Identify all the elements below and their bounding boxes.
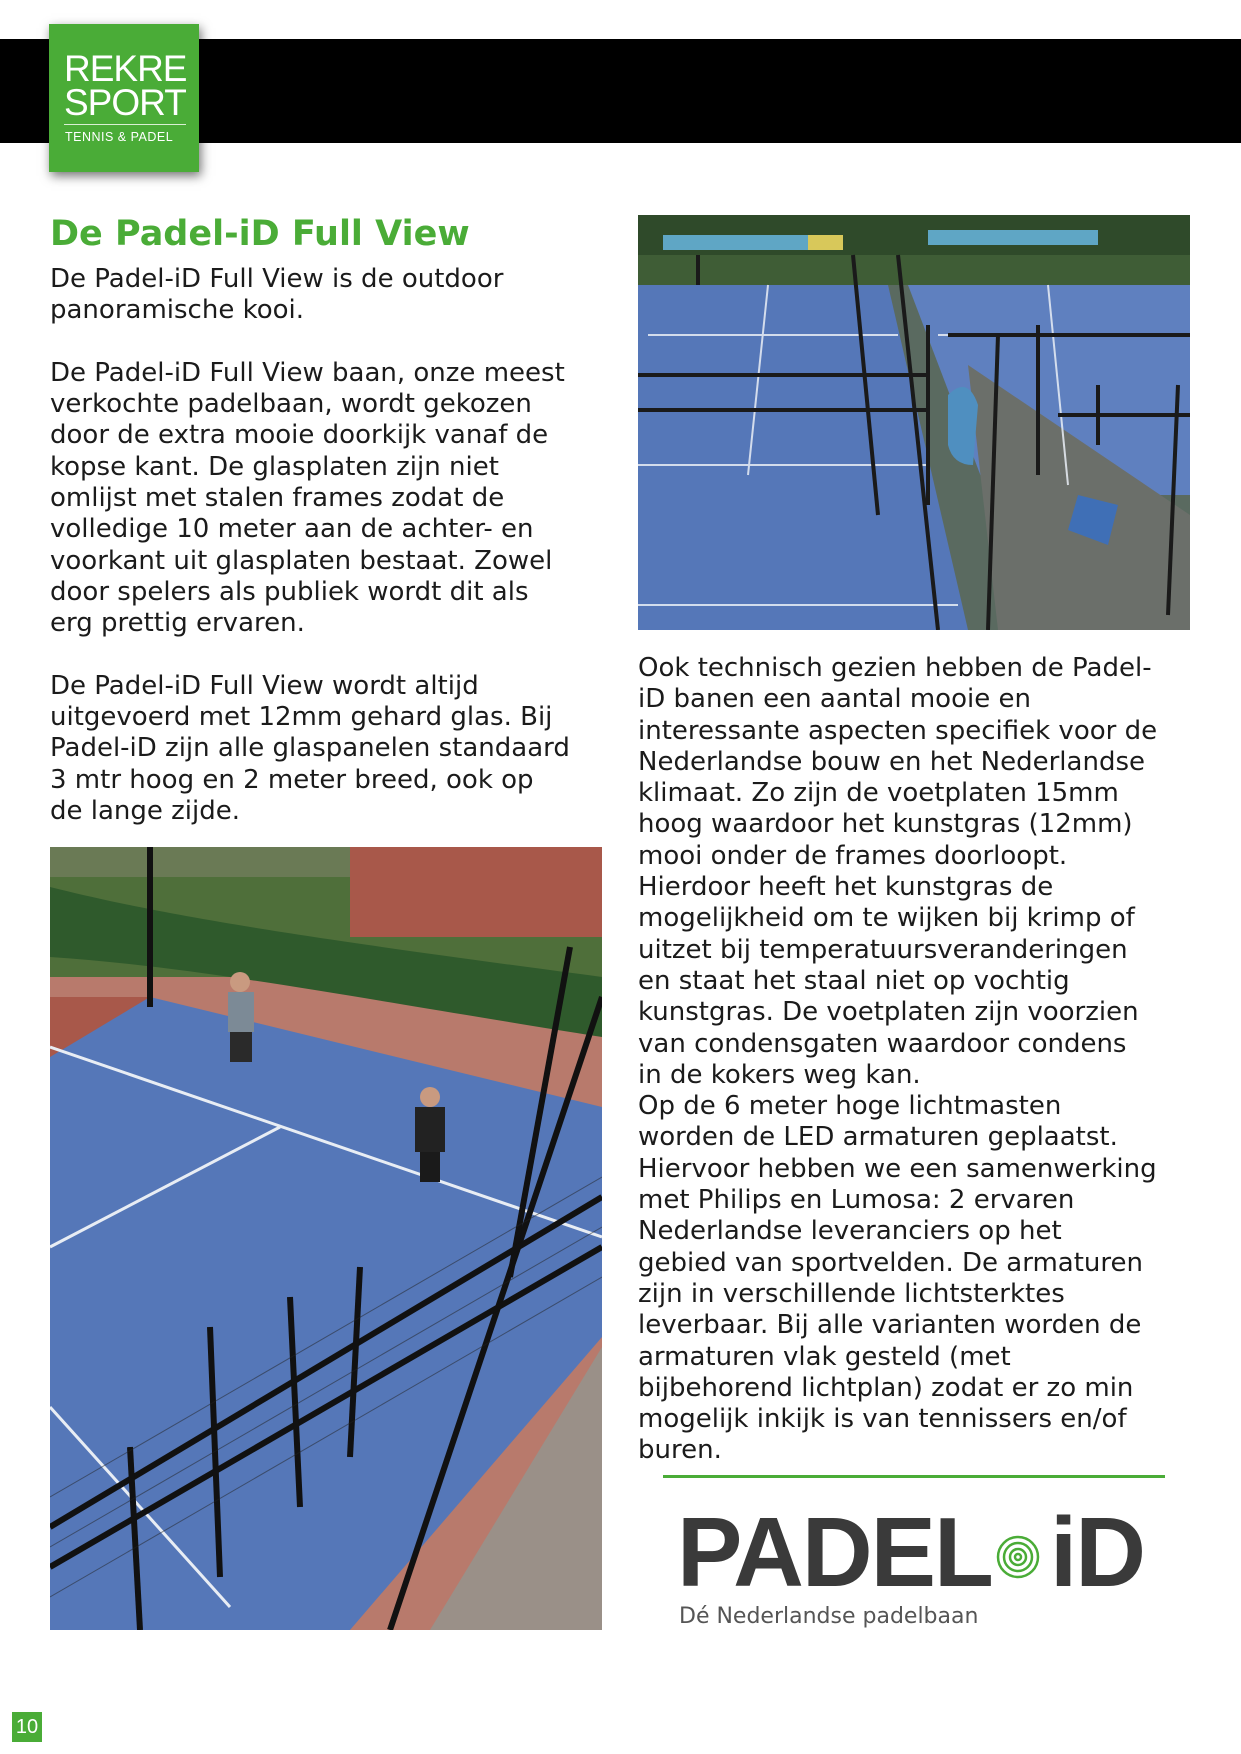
logo-line-2: SPORT xyxy=(64,82,186,123)
logo-line-1: REKRE xyxy=(64,48,187,89)
paragraph: Op de 6 meter hoge lichtmasten worden de LED armaturen geplaatst. Hiervoor hebben we een samenwerking met Philips en Lumosa: 2 ervaren Nederlandse leveranciers op het gebied van sportvelden. De armaturen zijn in verschillende lichtsterktes leverbaar. Bij alle varianten worden de armaturen vlak gesteld (met bijbehorend lichtplan) zodat er zo min mogelijk inkijk is van tennissers en/of buren. xyxy=(638,1091,1157,1466)
right-column-text xyxy=(638,653,1158,1467)
paragraph: Ook technisch gezien hebben de Padel-iD banen een aantal mooie en interessante aspecten specifiek voor de Nederlandse bouw en het Nederlandse klimaat. Zo zijn de voetplaten 15mm hoog waardoor het kunstgras (12mm) mooi onder de frames doorloopt. Hierdoor heeft het kunstgras de mogelijkheid om te wijken bij krimp of uitzet bij temperatuursveranderingen en staat het staal niet op vochtig kunstgras. De voetplaten zijn voorzien van condensgaten waardoor condens in de kokers weg kan. xyxy=(638,653,1158,1090)
padel-courts-aerial-photo xyxy=(638,215,1190,630)
paragraph: De Padel-iD Full View baan, onze meest verkochte padelbaan, wordt gekozen door de extra mooie doorkijk vanaf de kopse kant. De glasplaten zijn niet omlijst met stalen frames zodat de volledige 10 meter aan de achter- en voorkant uit glasplaten bestaat. Zowel door spelers als publiek wordt dit als erg prettig ervaren. xyxy=(50,357,565,639)
divider-line xyxy=(663,1475,1165,1478)
logo-subtitle: TENNIS & PADEL xyxy=(65,130,174,144)
players-on-court-photo xyxy=(50,847,602,1630)
paragraph: De Padel-iD Full View wordt altijd uitgevoerd met 12mm gehard glas. Bij Padel-iD zijn alle glaspanelen standaard 3 mtr hoog en 2 meter breed, ook op de lange zijde. xyxy=(50,670,570,827)
padel-logo-word: PADEL xyxy=(677,1497,992,1607)
page-title: De Padel-iD Full View xyxy=(50,214,470,254)
logo-divider xyxy=(64,124,186,125)
fingerprint-icon xyxy=(995,1534,1041,1580)
page-number: 10 xyxy=(12,1712,42,1742)
rekre-sport-logo xyxy=(49,24,199,172)
padel-id-logo xyxy=(677,1497,1157,1640)
left-column-text xyxy=(50,264,570,827)
paragraph: De Padel-iD Full View is de outdoor panoramische kooi. xyxy=(50,264,504,326)
padel-logo-tagline: Dé Nederlandse padelbaan xyxy=(679,1604,979,1629)
padel-logo-id: iD xyxy=(1050,1497,1144,1607)
